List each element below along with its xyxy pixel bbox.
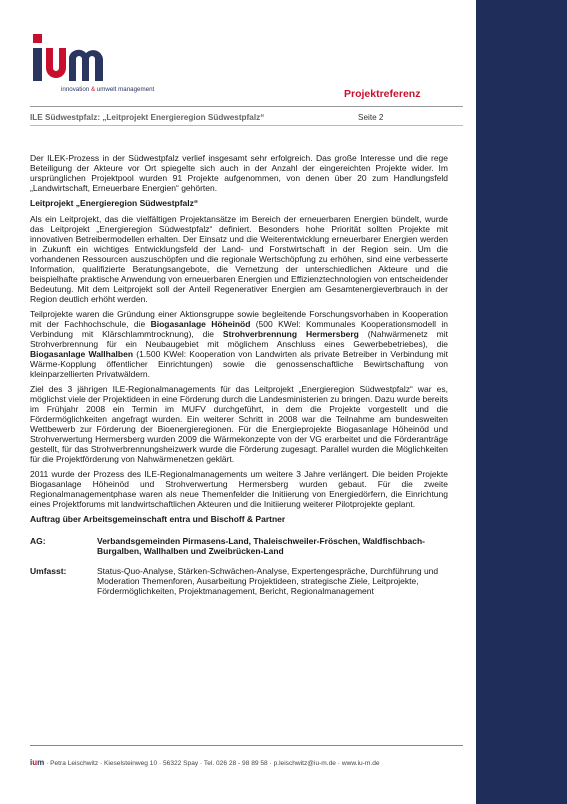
document-title: ILE Südwestpfalz: „Leitprojekt Energieregion Südwestpfalz“ bbox=[30, 113, 265, 122]
ag-label: AG: bbox=[30, 536, 46, 546]
leitprojekt-paragraph: Als ein Leitprojekt, das die vielfältigen Projektansätze im Bereich der erneuerbaren Energien bündelt, wurde das Leitprojekt „Energieregion Südwestpfalz“ definiert. Besonders hohe Priorität sollten Projekte mit innovativen Betreibermodellen erhalten. Der Einsatz und die Weiterentwicklung erneuerbarer Energien werden in Zukunft ein wichtiges Entwicklungsfeld der Land- und Forstwirtschaft in der Region sein. Um die vorhandenen Ressourcen auszuschöpfen und die regionale Wertschöpfung zu erhöhen, sind eine verbesserte Information, qualifizierte Beratungsangebote, die Vernetzung der unterschiedlichen Akteure und die beispielhafte praktische Anwendung von erneuerbaren Energien und Effizienztechnologien von entscheidender Bedeutung. Mit dem Leitprojekt soll der Anteil Regenerativer Energien am Gesamtenergieverbrauch in der Region deutlich erhöht werden. bbox=[30, 214, 448, 304]
ag-value: Verbandsgemeinden Pirmasens-Land, Thaleischweiler-Fröschen, Waldfischbach-Burgalben, Wallhalben und Zweibrücken-Land bbox=[97, 536, 425, 556]
logo-tagline: innovation & umwelt management bbox=[61, 86, 155, 93]
project-biogas-hoeheinoed: Biogasanlage Höheinöd bbox=[150, 319, 251, 329]
sidebar-stripe bbox=[476, 0, 567, 804]
teilprojekte-paragraph: Teilprojekte waren die Gründung einer Aktionsgruppe sowie begleitende Forschungsvorhaben in Kooperation mit der Fachhochschule, die Biogasanlage Höheinöd (500 KWel: Kommunales Kooperationsmodell in Verbindung mit Klärschlammtrocknung), die Strohverbrennung Hermersberg (Nahwärmenetz mit Strohverbrennung für ein Neubaugebiet mit möglichem Anschluss eines Gewerbebetriebes), die Biogasanlage Wallhalben (1.500 KWel: Kooperation von Landwirten als private Betreiber in Verbindung mit Wärme-Kopplung öffentlicher Einrichtungen) sowie die genossenschaftliche Bewirtschaftung von kleinparzellierten Privatwäldern. bbox=[30, 309, 448, 379]
ium-logo-icon bbox=[33, 34, 153, 89]
extension-paragraph: 2011 wurde der Prozess des ILE-Regionalmanagements um weitere 3 Jahre verlängert. Die beiden Projekte Biogasanlage Höheinöd und Strohverwertung Hermersberg wurden gebaut. Für die zweite Regionalmanagementphase waren als neue Themenfelder die Initiierung von Energiedörfern, die Einrichtung eines Projektforums mit landwirtschaftlichen Akteuren und die Initiierung weiterer Pilotprojekte geplant. bbox=[30, 469, 448, 509]
header-divider bbox=[30, 106, 463, 107]
footer bbox=[30, 758, 380, 767]
footer-contact: · Petra Leischwitz · Kieselsteinweg 10 · 56322 Spay · Tel. 026 28 - 98 89 58 · p.leischwitz@iu-m.de · www.iu-m.de bbox=[44, 760, 380, 767]
header-divider-bottom bbox=[30, 125, 463, 126]
umfasst-row bbox=[30, 566, 448, 596]
footer-divider bbox=[30, 745, 463, 746]
auftrag-heading: Auftrag über Arbeitsgemeinschaft entra und Bischoff & Partner bbox=[30, 514, 286, 524]
umfasst-value: Status-Quo-Analyse, Stärken-Schwächen-Analyse, Expertengespräche, Durchführung und Moderation Themenforen, Ausarbeitung Projektideen, strategische Ziele, Leitprojekte, Fördermöglichkeiten, Projektmanagement, Bericht, Regionalmanagement bbox=[97, 566, 439, 596]
intro-paragraph: Der ILEK-Prozess in der Südwestpfalz verlief insgesamt sehr erfolgreich. Das große Interesse und die rege Beteiligung der Akteure vor Ort spiegelte sich auch in der Anzahl der eingereichten Projekte wider. Im ursprünglichen Projektpool wurden 91 Projekte aufgenommen, von denen über 20 zum Handlungsfeld „Landwirtschaft, Erneuerbare Energien“ gehörten. bbox=[30, 153, 448, 193]
ium-logo bbox=[33, 34, 153, 104]
umfasst-label: Umfasst: bbox=[30, 566, 67, 576]
section-heading: Leitprojekt „Energieregion Südwestpfalz“ bbox=[30, 198, 199, 208]
project-biogas-wallhalben: Biogasanlage Wallhalben bbox=[30, 349, 134, 359]
project-stroh-hermersberg: Strohverbrennung Hermersberg bbox=[222, 329, 359, 339]
reference-label: Projektreferenz bbox=[344, 88, 421, 100]
footer-logo: ium bbox=[30, 758, 45, 767]
ziel-paragraph: Ziel des 3 jährigen ILE-Regionalmanagements für das Leitprojekt „Energieregion Südwestpfalz“ war es, möglichst viele der Projektideen in eine Förderung durch die Landesministerien zu bringen. Dazu wurde bereits im Frühjahr 2008 ein Termin im MUFV durchgeführt, in dem die Projekte vorgestellt und die Fördermöglichkeiten angefragt wurden. Ein weiterer Schritt in 2008 war die Teilnahme am bundesweiten Wettbewerb zur Förderung der Bioenergieregionen. Für die Energieprojekte Biogasanlage Höheinöd und Strohverwertung Hermersberg wurden 2009 die Wärmekonzepte von der VG erarbeitet und die Förderanträge gestellt, für das Strohverbrennungsheizwerk wurde die Förderung zugesagt. Parallel wurden die Möglichkeiten für die Projektförderung von Nahwärmenetzen geklärt. bbox=[30, 384, 448, 464]
page-number: Seite 2 bbox=[358, 113, 384, 122]
main-content bbox=[30, 153, 448, 602]
ag-row bbox=[30, 536, 448, 556]
